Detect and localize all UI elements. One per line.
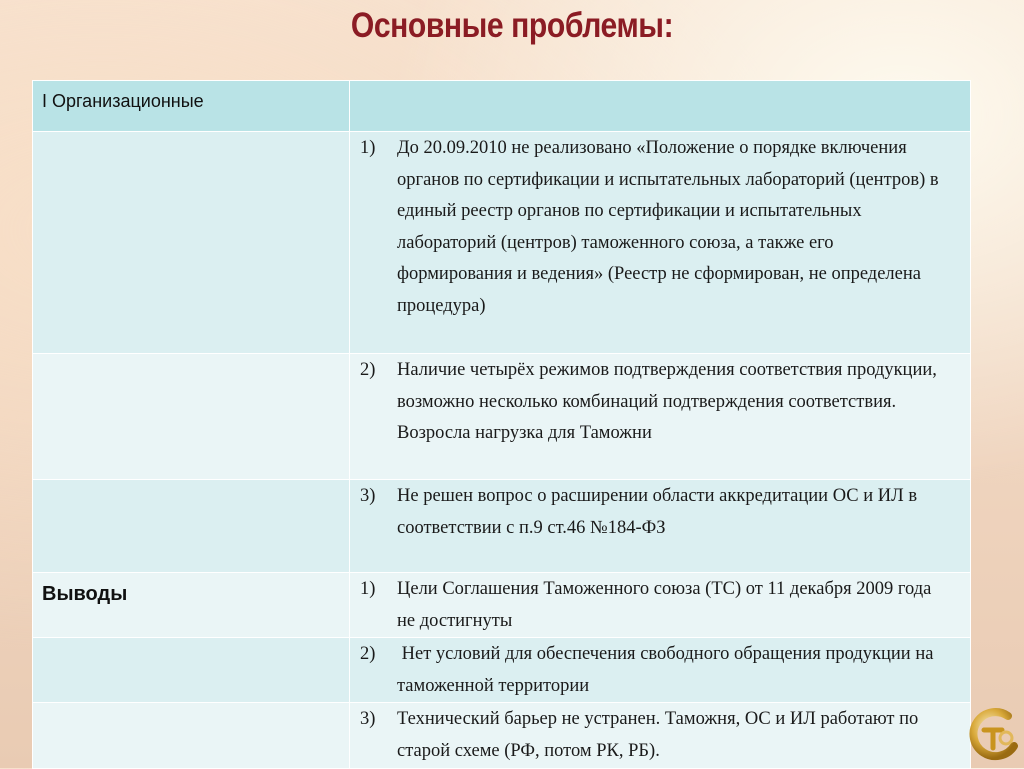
problems-table [32,80,971,769]
row-label-cell [33,132,350,354]
row-content-cell [350,132,971,354]
list-item [350,132,970,322]
row-content-cell [350,638,971,703]
table-header-row [33,81,971,132]
row-label-cell [33,480,350,573]
row-content-cell [350,573,971,638]
item-text: Не решен вопрос о расширении области аккредитации ОС и ИЛ в соответствии с п.9 ст.46 №184-ФЗ [397,486,918,538]
row-content-cell [350,480,971,573]
table-row [33,354,971,480]
item-text: До 20.09.2010 не реализовано «Положение о порядке включения органов по сертификации и испытательных лабораторий (центров) в единый реестр органов по сертификации и испытательных лабораторий (центров) таможенного союза, а также его формирования и ведения» (Реестр не сформирован, не определена процедура) [397,138,939,316]
customs-logo-icon [968,708,1022,762]
section-label-conclusions: Выводы [42,583,128,605]
list-item [350,354,970,450]
list-item [350,480,970,544]
item-text: Технический барьер не устранен. Таможня, ОС и ИЛ работают по старой схеме (РФ, потом РК, РБ). [397,709,919,761]
table-row [33,703,971,769]
section-label-organizational: I Организационные [42,91,204,111]
table-row [33,132,971,354]
row-content-cell [350,703,971,769]
header-cell-right [350,81,971,132]
item-text: Нет условий для обеспечения свободного обращения продукции на таможенной территории [397,644,939,696]
row-label-cell [33,638,350,703]
list-item [350,638,970,702]
item-number: 3) [360,486,376,506]
item-number: 2) [360,644,376,664]
row-content-cell [350,354,971,480]
page-title: Основные проблемы: [350,6,674,45]
item-number: 2) [360,360,376,380]
item-text: Цели Соглашения Таможенного союза (ТС) от 11 декабря 2009 года не достигнуты [397,579,932,631]
list-item [350,573,970,637]
table-row [33,573,971,638]
table-row [33,480,971,573]
row-label-cell [33,703,350,769]
row-label-cell [33,573,350,638]
item-text: Наличие четырёх режимов подтверждения соответствия продукции, возможно несколько комбинаций подтверждения соответствия. Возросла нагрузка для Таможни [397,360,937,443]
header-cell-left [33,81,350,132]
list-item [350,703,970,767]
item-number: 1) [360,579,376,599]
row-label-cell [33,354,350,480]
item-number: 3) [360,709,376,729]
item-number: 1) [360,138,376,158]
table-row [33,638,971,703]
